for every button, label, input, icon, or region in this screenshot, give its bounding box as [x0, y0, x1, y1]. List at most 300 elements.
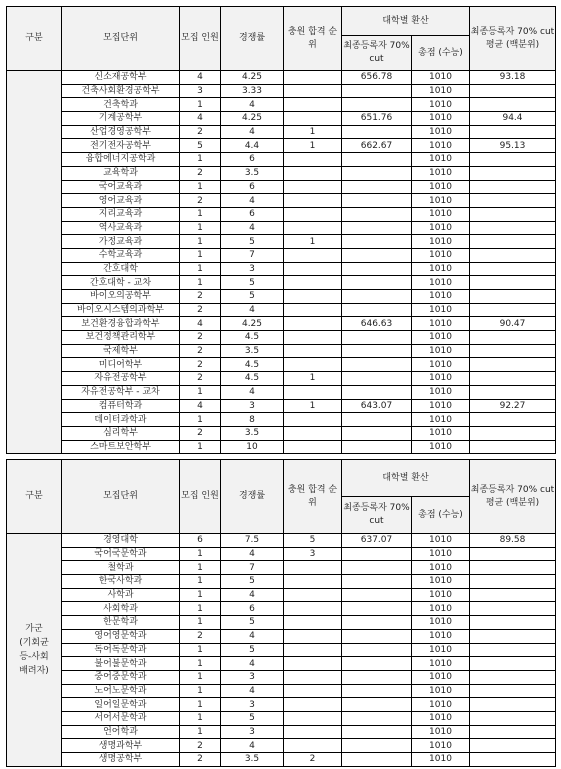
final-avg-cell — [470, 629, 556, 643]
unit-cell: 간호대학 — [62, 262, 180, 276]
rank-cell: 3 — [284, 547, 342, 561]
table-row — [7, 71, 556, 85]
total-score-cell: 1010 — [412, 248, 470, 262]
table-row — [7, 194, 556, 208]
cut70-cell — [342, 575, 412, 589]
cut70-cell — [342, 344, 412, 358]
cut70-cell — [342, 739, 412, 753]
cut70-cell — [342, 629, 412, 643]
cut70-cell — [342, 331, 412, 345]
total-score-cell: 1010 — [412, 575, 470, 589]
cut70-cell — [342, 290, 412, 304]
cut70-cell — [342, 413, 412, 427]
unit-cell: 건축학과 — [62, 98, 180, 112]
cut70-cell — [342, 262, 412, 276]
unit-cell: 생명공학부 — [62, 753, 180, 767]
table-row — [7, 739, 556, 753]
unit-cell: 서어서문학과 — [62, 711, 180, 725]
unit-cell: 신소재공학부 — [62, 71, 180, 85]
header-competition: 경쟁률 — [221, 7, 284, 71]
cut70-cell — [342, 616, 412, 630]
quota-cell: 1 — [180, 725, 221, 739]
quota-cell: 6 — [180, 534, 221, 548]
header-unit: 모집단위 — [62, 7, 180, 71]
rank-cell — [284, 248, 342, 262]
final-avg-cell — [470, 290, 556, 304]
total-score-cell: 1010 — [412, 153, 470, 167]
final-avg-cell — [470, 344, 556, 358]
rank-cell — [284, 385, 342, 399]
competition-cell: 4.4 — [221, 139, 284, 153]
final-avg-cell — [470, 616, 556, 630]
competition-cell: 4 — [221, 385, 284, 399]
total-score-cell: 1010 — [412, 262, 470, 276]
competition-cell: 3.5 — [221, 426, 284, 440]
rank-cell — [284, 98, 342, 112]
cut70-cell: 637.07 — [342, 534, 412, 548]
rank-cell — [284, 112, 342, 126]
competition-cell: 6 — [221, 207, 284, 221]
cut70-cell — [342, 440, 412, 454]
cut70-cell — [342, 670, 412, 684]
unit-cell: 중어중문학과 — [62, 670, 180, 684]
total-score-cell: 1010 — [412, 413, 470, 427]
table-row — [7, 98, 556, 112]
total-score-cell: 1010 — [412, 276, 470, 290]
table-row — [7, 276, 556, 290]
cut70-cell — [342, 84, 412, 98]
table-row — [7, 440, 556, 454]
cut70-cell — [342, 547, 412, 561]
final-avg-cell — [470, 235, 556, 249]
total-score-cell: 1010 — [412, 616, 470, 630]
rank-cell — [284, 84, 342, 98]
cut70-cell — [342, 194, 412, 208]
unit-cell: 가정교육과 — [62, 235, 180, 249]
table-row — [7, 657, 556, 671]
total-score-cell: 1010 — [412, 739, 470, 753]
competition-cell: 6 — [221, 180, 284, 194]
table-row — [7, 84, 556, 98]
table-row — [7, 616, 556, 630]
rank-cell: 2 — [284, 753, 342, 767]
quota-cell: 1 — [180, 153, 221, 167]
quota-cell: 1 — [180, 588, 221, 602]
header-final-avg: 최종등록자 70% cut 평균 (백분위) — [470, 7, 556, 71]
total-score-cell: 1010 — [412, 235, 470, 249]
unit-cell: 심리학부 — [62, 426, 180, 440]
table-row — [7, 139, 556, 153]
total-score-cell: 1010 — [412, 657, 470, 671]
cut70-cell: 643.07 — [342, 399, 412, 413]
quota-cell: 1 — [180, 262, 221, 276]
table-row — [7, 575, 556, 589]
table-row — [7, 112, 556, 126]
quota-cell: 1 — [180, 180, 221, 194]
header-total-score: 총점 (수능) — [412, 497, 470, 534]
table-row — [7, 166, 556, 180]
rank-cell — [284, 153, 342, 167]
final-avg-cell — [470, 207, 556, 221]
quota-cell: 1 — [180, 561, 221, 575]
quota-cell: 1 — [180, 440, 221, 454]
unit-cell: 교육학과 — [62, 166, 180, 180]
final-avg-cell — [470, 385, 556, 399]
rank-cell — [284, 180, 342, 194]
final-avg-cell: 92.27 — [470, 399, 556, 413]
cut70-cell — [342, 358, 412, 372]
header-final-70: 최종등록자 70% cut — [342, 497, 412, 534]
competition-cell: 7.5 — [221, 534, 284, 548]
quota-cell: 1 — [180, 221, 221, 235]
final-avg-cell — [470, 602, 556, 616]
total-score-cell: 1010 — [412, 112, 470, 126]
total-score-cell: 1010 — [412, 698, 470, 712]
table-row — [7, 711, 556, 725]
rank-cell — [284, 413, 342, 427]
final-avg-cell: 93.18 — [470, 71, 556, 85]
quota-cell: 1 — [180, 547, 221, 561]
rank-cell — [284, 739, 342, 753]
admissions-table-2 — [6, 459, 556, 767]
table-row — [7, 547, 556, 561]
table-row — [7, 331, 556, 345]
unit-cell: 자유전공학부 - 교차 — [62, 385, 180, 399]
table-row — [7, 344, 556, 358]
rank-cell — [284, 657, 342, 671]
table-row — [7, 753, 556, 767]
unit-cell: 철학과 — [62, 561, 180, 575]
table-row — [7, 153, 556, 167]
final-avg-cell — [470, 426, 556, 440]
quota-cell: 2 — [180, 331, 221, 345]
quota-cell: 2 — [180, 194, 221, 208]
table-row — [7, 358, 556, 372]
rank-cell — [284, 629, 342, 643]
quota-cell: 1 — [180, 413, 221, 427]
final-avg-cell — [470, 372, 556, 386]
quota-cell: 1 — [180, 711, 221, 725]
total-score-cell: 1010 — [412, 317, 470, 331]
competition-cell: 5 — [221, 575, 284, 589]
table-row — [7, 588, 556, 602]
final-avg-cell — [470, 588, 556, 602]
unit-cell: 경영대학 — [62, 534, 180, 548]
quota-cell: 2 — [180, 303, 221, 317]
total-score-cell: 1010 — [412, 221, 470, 235]
header-university-group: 대학별 환산 — [342, 460, 470, 497]
total-score-cell: 1010 — [412, 561, 470, 575]
cut70-cell — [342, 125, 412, 139]
header-final-avg: 최종등록자 70% cut 평균 (백분위) — [470, 460, 556, 534]
unit-cell: 일어일문학과 — [62, 698, 180, 712]
table-row — [7, 180, 556, 194]
total-score-cell: 1010 — [412, 180, 470, 194]
competition-cell: 3.5 — [221, 166, 284, 180]
final-avg-cell — [470, 358, 556, 372]
rank-cell — [284, 262, 342, 276]
unit-cell: 산업경영공학부 — [62, 125, 180, 139]
cut70-cell — [342, 235, 412, 249]
final-avg-cell — [470, 753, 556, 767]
final-avg-cell — [470, 194, 556, 208]
quota-cell: 1 — [180, 616, 221, 630]
competition-cell: 4 — [221, 657, 284, 671]
final-avg-cell — [470, 698, 556, 712]
rank-cell — [284, 588, 342, 602]
table-row — [7, 317, 556, 331]
rank-cell — [284, 561, 342, 575]
rank-cell: 1 — [284, 235, 342, 249]
final-avg-cell: 95.13 — [470, 139, 556, 153]
unit-cell: 언어학과 — [62, 725, 180, 739]
quota-cell: 2 — [180, 358, 221, 372]
table-1-body — [7, 71, 556, 454]
competition-cell: 10 — [221, 440, 284, 454]
table-row — [7, 207, 556, 221]
total-score-cell: 1010 — [412, 125, 470, 139]
total-score-cell: 1010 — [412, 331, 470, 345]
cut70-cell — [342, 426, 412, 440]
header-rank: 충원 합격 순위 — [284, 460, 342, 534]
final-avg-cell — [470, 561, 556, 575]
competition-cell: 3.5 — [221, 753, 284, 767]
final-avg-cell — [470, 303, 556, 317]
unit-cell: 사회학과 — [62, 602, 180, 616]
table-2-body — [7, 534, 556, 767]
cut70-cell — [342, 561, 412, 575]
competition-cell: 4 — [221, 194, 284, 208]
header-final-70: 최종등록자 70% cut — [342, 36, 412, 71]
category-cell — [7, 71, 62, 454]
total-score-cell: 1010 — [412, 166, 470, 180]
unit-cell: 자유전공학부 — [62, 372, 180, 386]
final-avg-cell — [470, 166, 556, 180]
final-avg-cell: 90.47 — [470, 317, 556, 331]
total-score-cell: 1010 — [412, 547, 470, 561]
final-avg-cell — [470, 153, 556, 167]
total-score-cell: 1010 — [412, 643, 470, 657]
quota-cell: 4 — [180, 399, 221, 413]
rank-cell — [284, 221, 342, 235]
quota-cell: 1 — [180, 657, 221, 671]
rank-cell — [284, 725, 342, 739]
rank-cell — [284, 670, 342, 684]
total-score-cell: 1010 — [412, 426, 470, 440]
total-score-cell: 1010 — [412, 372, 470, 386]
competition-cell: 4 — [221, 684, 284, 698]
final-avg-cell — [470, 125, 556, 139]
competition-cell: 5 — [221, 235, 284, 249]
header-rank: 충원 합격 순위 — [284, 7, 342, 71]
unit-cell: 영어영문학과 — [62, 629, 180, 643]
table-row — [7, 221, 556, 235]
rank-cell: 1 — [284, 125, 342, 139]
table-row — [7, 725, 556, 739]
final-avg-cell — [470, 180, 556, 194]
final-avg-cell: 89.58 — [470, 534, 556, 548]
quota-cell: 2 — [180, 753, 221, 767]
unit-cell: 바이오의공학부 — [62, 290, 180, 304]
competition-cell: 6 — [221, 602, 284, 616]
competition-cell: 3 — [221, 698, 284, 712]
cut70-cell — [342, 372, 412, 386]
total-score-cell: 1010 — [412, 303, 470, 317]
cut70-cell — [342, 711, 412, 725]
competition-cell: 3 — [221, 262, 284, 276]
final-avg-cell — [470, 684, 556, 698]
quota-cell: 2 — [180, 426, 221, 440]
header-quota: 모집 인원 — [180, 460, 221, 534]
header-university-group: 대학별 환산 — [342, 7, 470, 36]
table-row — [7, 235, 556, 249]
table-row — [7, 262, 556, 276]
final-avg-cell — [470, 221, 556, 235]
table-row — [7, 629, 556, 643]
cut70-cell — [342, 684, 412, 698]
unit-cell: 한국사학과 — [62, 575, 180, 589]
final-avg-cell — [470, 84, 556, 98]
total-score-cell: 1010 — [412, 440, 470, 454]
final-avg-cell — [470, 725, 556, 739]
cut70-cell — [342, 180, 412, 194]
total-score-cell: 1010 — [412, 753, 470, 767]
total-score-cell: 1010 — [412, 534, 470, 548]
quota-cell: 2 — [180, 290, 221, 304]
final-avg-cell — [470, 711, 556, 725]
competition-cell: 3.5 — [221, 344, 284, 358]
total-score-cell: 1010 — [412, 344, 470, 358]
rank-cell — [284, 684, 342, 698]
total-score-cell: 1010 — [412, 602, 470, 616]
final-avg-cell — [470, 98, 556, 112]
unit-cell: 지리교육과 — [62, 207, 180, 221]
competition-cell: 5 — [221, 711, 284, 725]
competition-cell: 4 — [221, 739, 284, 753]
table-row — [7, 303, 556, 317]
table-row — [7, 399, 556, 413]
cut70-cell — [342, 153, 412, 167]
cut70-cell — [342, 753, 412, 767]
final-avg-cell — [470, 276, 556, 290]
competition-cell: 4.25 — [221, 71, 284, 85]
final-avg-cell — [470, 331, 556, 345]
table-row — [7, 534, 556, 548]
total-score-cell: 1010 — [412, 670, 470, 684]
total-score-cell: 1010 — [412, 684, 470, 698]
rank-cell — [284, 207, 342, 221]
unit-cell: 간호대학 - 교차 — [62, 276, 180, 290]
final-avg-cell — [470, 248, 556, 262]
cut70-cell — [342, 725, 412, 739]
final-avg-cell — [470, 575, 556, 589]
competition-cell: 4.25 — [221, 112, 284, 126]
table-row — [7, 125, 556, 139]
competition-cell: 6 — [221, 153, 284, 167]
quota-cell: 2 — [180, 125, 221, 139]
unit-cell: 보건정책관리학부 — [62, 331, 180, 345]
cut70-cell: 662.67 — [342, 139, 412, 153]
rank-cell — [284, 344, 342, 358]
total-score-cell: 1010 — [412, 385, 470, 399]
competition-cell: 5 — [221, 643, 284, 657]
unit-cell: 생명과학부 — [62, 739, 180, 753]
rank-cell — [284, 602, 342, 616]
cut70-cell — [342, 643, 412, 657]
unit-cell: 국제학부 — [62, 344, 180, 358]
competition-cell: 3 — [221, 725, 284, 739]
total-score-cell: 1010 — [412, 98, 470, 112]
quota-cell: 4 — [180, 112, 221, 126]
table-row — [7, 670, 556, 684]
quota-cell: 1 — [180, 643, 221, 657]
final-avg-cell: 94.4 — [470, 112, 556, 126]
total-score-cell: 1010 — [412, 207, 470, 221]
rank-cell — [284, 575, 342, 589]
rank-cell: 1 — [284, 139, 342, 153]
admissions-table-1 — [6, 6, 556, 454]
table-row — [7, 561, 556, 575]
unit-cell: 전기전자공학부 — [62, 139, 180, 153]
rank-cell — [284, 166, 342, 180]
cut70-cell — [342, 303, 412, 317]
cut70-cell: 651.76 — [342, 112, 412, 126]
competition-cell: 3 — [221, 670, 284, 684]
quota-cell: 3 — [180, 84, 221, 98]
cut70-cell — [342, 385, 412, 399]
final-avg-cell — [470, 547, 556, 561]
total-score-cell: 1010 — [412, 194, 470, 208]
header-quota: 모집 인원 — [180, 7, 221, 71]
table-row — [7, 643, 556, 657]
unit-cell: 데이터과학과 — [62, 413, 180, 427]
rank-cell — [284, 358, 342, 372]
competition-cell: 4.5 — [221, 372, 284, 386]
competition-cell: 4.5 — [221, 358, 284, 372]
cut70-cell — [342, 166, 412, 180]
total-score-cell: 1010 — [412, 71, 470, 85]
total-score-cell: 1010 — [412, 629, 470, 643]
quota-cell: 1 — [180, 98, 221, 112]
competition-cell: 4 — [221, 629, 284, 643]
quota-cell: 1 — [180, 575, 221, 589]
rank-cell — [284, 317, 342, 331]
quota-cell: 1 — [180, 207, 221, 221]
cut70-cell — [342, 221, 412, 235]
competition-cell: 4.5 — [221, 331, 284, 345]
competition-cell: 5 — [221, 290, 284, 304]
unit-cell: 스마트보안학부 — [62, 440, 180, 454]
table-row — [7, 372, 556, 386]
rank-cell — [284, 426, 342, 440]
quota-cell: 4 — [180, 317, 221, 331]
rank-cell — [284, 711, 342, 725]
table-row — [7, 290, 556, 304]
table-row — [7, 413, 556, 427]
quota-cell: 1 — [180, 276, 221, 290]
competition-cell: 7 — [221, 561, 284, 575]
unit-cell: 수학교육과 — [62, 248, 180, 262]
header-category: 구분 — [7, 460, 62, 534]
quota-cell: 1 — [180, 385, 221, 399]
unit-cell: 보건환경융합과학부 — [62, 317, 180, 331]
competition-cell: 8 — [221, 413, 284, 427]
final-avg-cell — [470, 670, 556, 684]
rank-cell — [284, 331, 342, 345]
category-cell: 가군 (기회균 등-사회 배려자) — [7, 534, 62, 767]
final-avg-cell — [470, 413, 556, 427]
competition-cell: 7 — [221, 248, 284, 262]
